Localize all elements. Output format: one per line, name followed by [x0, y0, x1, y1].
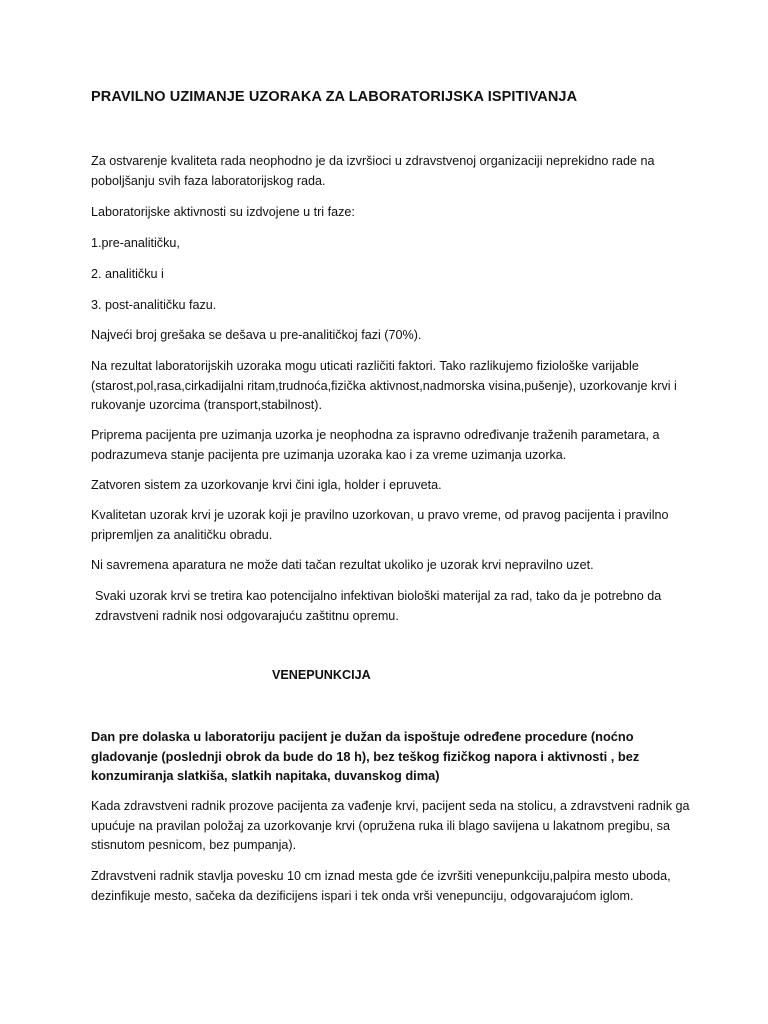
paragraph-venepuncture-steps: Zdravstveni radnik stavlja povesku 10 cm iznad mesta gde će izvršiti venepunkciju,palpira mesto uboda, dezinfikuje mesto, sačeka da dezificijens ispari i tek onda vrši venepunciju, odgovarajućom iglom.: [91, 869, 671, 903]
paragraph-protection: Svaki uzorak krvi se tretira kao potencijalno infektivan biološki materijal za rad, tako da je potrebno da zdravstveni radnik nosi odgovarajuću zaštitnu opremu.: [95, 589, 662, 623]
document-title: PRAVILNO UZIMANJE UZORAKA ZA LABORATORIJSKA ISPITIVANJA: [91, 89, 578, 105]
phase-item-1: 1.pre-analitičku,: [91, 236, 180, 250]
paragraph-equipment: Ni savremena aparatura ne može dati tačan rezultat ukoliko je uzorak krvi nepravilno uzet.: [91, 558, 594, 572]
paragraph-patient-position: Kada zdravstveni radnik prozove pacijenta za vađenje krvi, pacijent seda na stolicu, a zdravstveni radnik ga upućuje na pravilan položaj za uzorkovanje krvi (opružena ruka ili blago savijena u lakatnom pregibu, sa stisnutom pesnicom, bez pumpanja).: [91, 799, 690, 852]
phase-item-2: 2. analitičku i: [91, 267, 164, 281]
phase-item-3: 3. post-analitičku fazu.: [91, 298, 217, 312]
paragraph-factors: Na rezultat laboratorijskih uzoraka mogu uticati različiti faktori. Tako razlikujemo fiziološke varijable (starost,pol,rasa,cirkadijalni ritam,trudnoća,fizička aktivnost,nadmorska visina,pušenje), uzorkovanje krvi i rukovanje uzorcima (transport,stabilnost).: [91, 359, 677, 412]
section-heading: VENEPUNKCIJA: [272, 668, 371, 682]
paragraph-errors: Najveći broj grešaka se dešava u pre-analitičkoj fazi (70%).: [91, 328, 422, 342]
paragraph-intro: Za ostvarenje kvaliteta rada neophodno je da izvršioci u zdravstvenoj organizaciji neprekidno rade na poboljšanju svih faza laboratorijskog rada.: [91, 154, 655, 188]
paragraph-day-before: Dan pre dolaska u laboratoriju pacijent je dužan da ispoštuje određene procedure (noćno gladovanje (poslednji obrok da bude do 18 h), bez teškog fizičkog napora i aktivnosti , bez konzumiranja slatkiša, slatkih napitaka, duvanskog dima): [91, 729, 640, 783]
paragraph-closed-system: Zatvoren sistem za uzorkovanje krvi čini igla, holder i epruveta.: [91, 478, 442, 492]
paragraph-phases-intro: Laboratorijske aktivnosti su izdvojene u tri faze:: [91, 205, 355, 219]
paragraph-preparation: Priprema pacijenta pre uzimanja uzorka je neophodna za ispravno određivanje traženih parametara, a podrazumeva stanje pacijenta pre uzimanja uzoraka kao i za vreme uzimanja uzorka.: [91, 428, 660, 462]
paragraph-quality-sample: Kvalitetan uzorak krvi je uzorak koji je pravilno uzorkovan, u pravo vreme, od pravog pacijenta i pravilno pripremljen za analitičku obradu.: [91, 508, 669, 542]
